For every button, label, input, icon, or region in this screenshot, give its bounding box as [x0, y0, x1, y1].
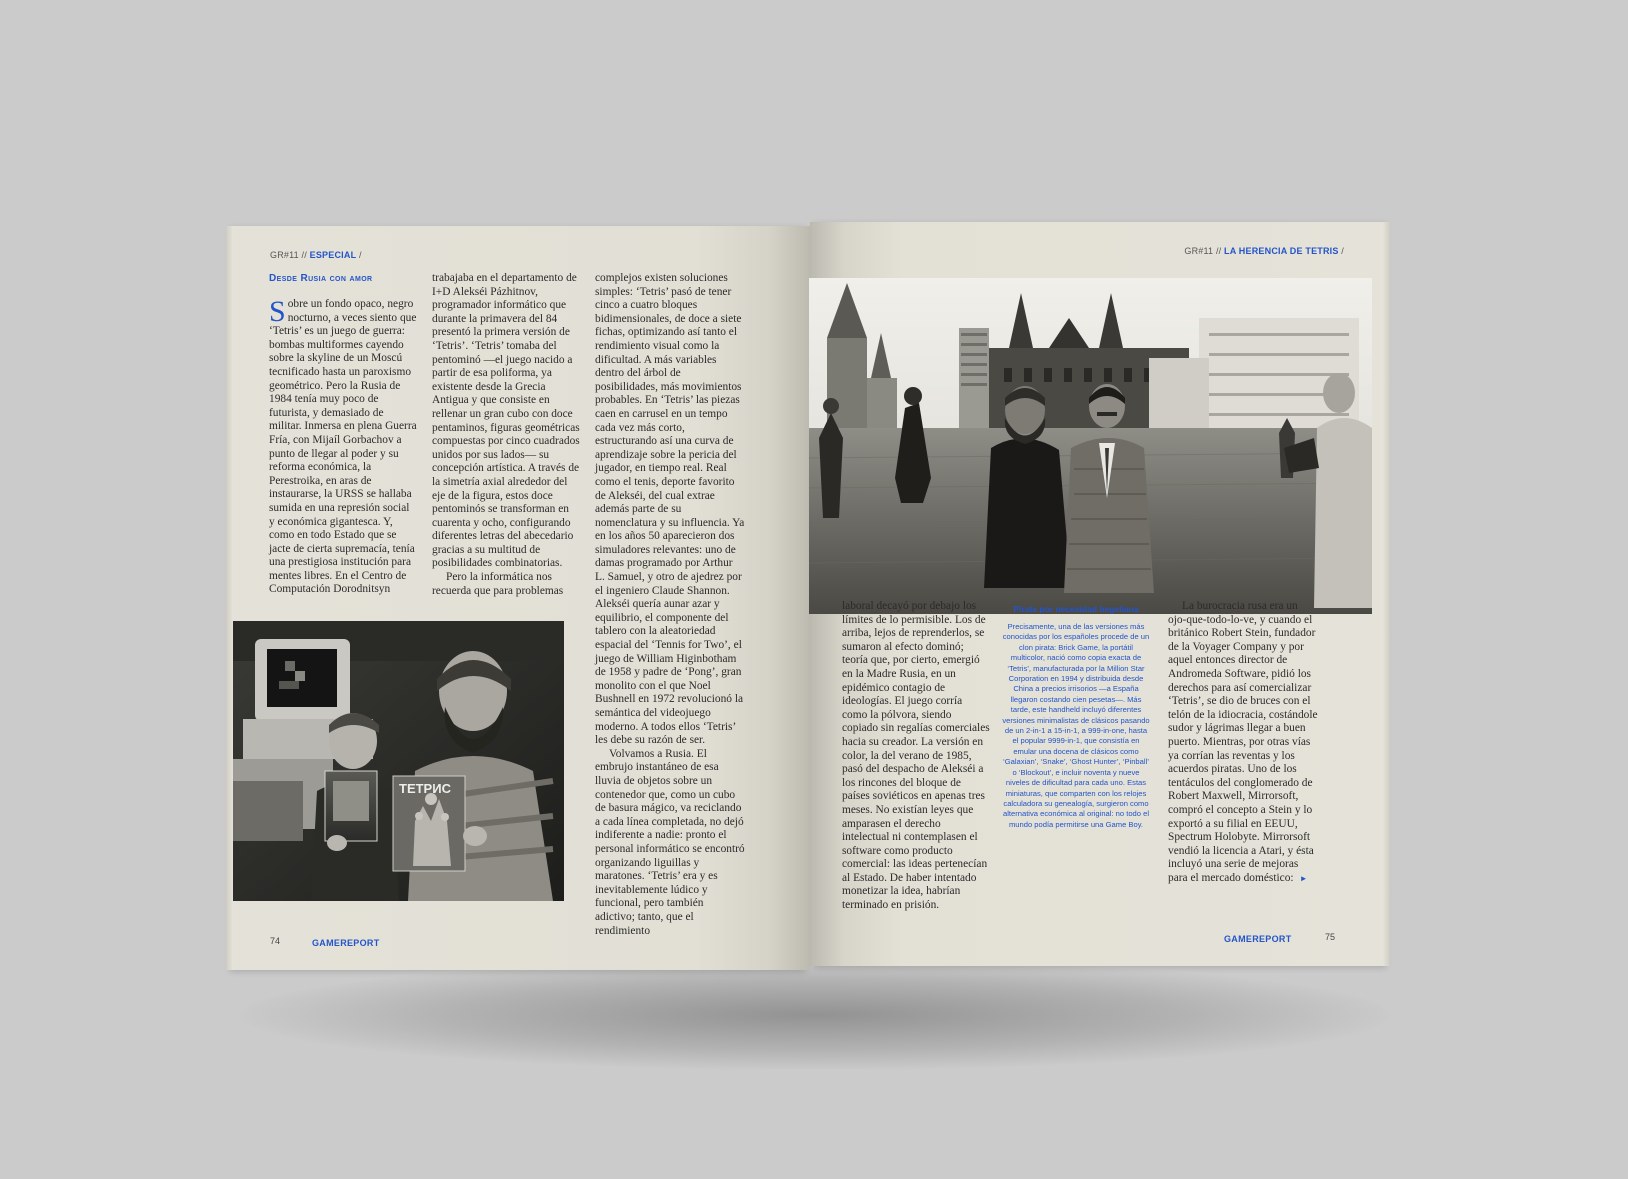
brand-logo-right: GAMEREPORT: [1224, 934, 1292, 944]
article-heading: Desde Rusia con amor: [269, 273, 373, 284]
book-shadow: [240, 960, 1390, 1070]
photo-image: [809, 278, 1372, 614]
right-page: [810, 222, 1382, 966]
right-column-1: [842, 600, 990, 913]
left-column-3: [595, 272, 745, 938]
photo-red-square-moscow: [809, 278, 1372, 614]
sidebar-title: Pirata por necesidad hegeliana: [1013, 604, 1139, 614]
header-suffix: /: [358, 250, 362, 260]
left-running-header: [270, 250, 362, 260]
col3-paragraph-2: Volvamos a Rusia. El embrujo instantáneo de esa lluvia de objetos sobre un contenedor que, como un cubo de basura mágico, va reciclando a cada línea completada, no dejó indiferente a nadie: pronto el personal informático se encontró organizando liguillas y maratones. ‘Tetris’ era y es inevitablemente lúdico y funcional, pero también adictivo; tanto, que el rendimiento: [595, 747, 745, 937]
photo-boy-and-father-with-computer: [233, 621, 564, 901]
left-page: [234, 226, 810, 970]
col3-paragraph-1: complejos existen soluciones simples: ‘Tetris’ pasó de tener cinco a cuatro bloques bidimensionales, de doce a siete fichas, optimizando así tanto el rendimiento visual como la dificultad. A más variables dentro del árbol de posibilidades, más movimientos probables. En ‘Tetris’ las piezas caen en carrusel en un tempo cada vez más corto, estructurando así una curva de aprendizaje sobre la pericia del jugador, en tiempo real. Real como el tenis, deporte favorito de Alekséi, del cual extrae además parte de su nomenclatura y su influencia. Ya en los años 50 aparecieron dos simuladores relevantes: uno de damas programado por Arthur L. Samuel, y otro de ajedrez por el ingeniero Claude Shannon. Alekséi quería aunar azar y equilibrio, el componente del tablero con la aleatoriedad espacial del ‘Tennis for Two’, el juego de William Higinbotham de 1958 y padre de ‘Pong’, gran monolito con el que Noel Bushnell en 1972 revolucionó la semántica del videojuego moderno. A todos ellos ‘Tetris’ les debe su razón de ser.: [595, 272, 745, 747]
header-section: ESPECIAL: [309, 250, 357, 260]
page-number-right: 75: [1325, 932, 1336, 942]
page-number-left: 74: [270, 936, 281, 946]
sidebar-body: Precisamente, una de las versiones más conocidas por los españoles procede de un clon pirata: Brick Game, la portátil multicolor, nació como copia exacta de ‘Tetris’, manufacturada por la Million Star Corporation en 1994 y distribuida desde China a precios irrisorios —a España llegaron costando cien pesetas—. Más tarde, este handheld incluyó diferentes versiones minimalistas de clásicos pasando de un 2-in-1 a 15-in-1, a 999-in-one, hasta el popular 9999-in-1, que consistía en emular una docena de clásicos como ‘Galaxian’, ‘Snake’, ‘Ghost Hunter’, ‘Pinball’ o ‘Blockout’, e incluir noventa y nueve niveles de dificultad para cada uno. Estas miniaturas, que comparten con los relojes calculadora su genealogía, surgieron como alternativa económica al original: no todo el mundo podía permitirse una Game Boy.: [1002, 622, 1150, 829]
col1-text: obre un fondo opaco, negro nocturno, a veces siento que ‘Tetris’ es un juego de guerra: bombas multiformes cayendo sobre la skyline de un Moscú tecnificado hasta un paroxismo geométrico. Pero la Rusia de 1984 tenía muy poco de futurista, y demasiado de militar. Inmersa en plena Guerra Fría, con Mijaíl Gorbachov a punto de llegar al poder y su reforma económica, la Perestroika, en aras de instaurarse, la URSS se hallaba sumida en una represión social y económica gigantesca. Y, como en todo Estado que se jacte de cierta supremacía, tenía una prestigiosa institución para mentes libres. En el Centro de Computación Dorodnitsyn: [269, 298, 417, 596]
right-page-edge: [1382, 222, 1390, 966]
right-column-3: [1168, 600, 1318, 885]
right-col1-text: laboral decayó por debajo los límites de lo permisible. Los de arriba, lejos de reprenderlos, se sumaron al efecto dominó; teoría que, por cierto, emergió en la Madre Rusia, en un epidémico contagio de ideologías. El juego corría como la pólvora, siendo copiado sin regalías comerciales hacia su creador. La versión en color, la del verano de 1985, pasó del despacho de Alekséi a los rincones del bloque de países soviéticos en apenas tres meses. No existían leyes que amparasen el derecho intelectual ni contemplasen el software como producto comercial: las ideas pertenecían al Estado. De haber intentado monetizar la idea, habrían terminado en prisión.: [842, 600, 990, 912]
drop-cap: S: [269, 295, 286, 328]
right-running-header: [1184, 246, 1344, 256]
brand-logo-left: GAMEREPORT: [312, 938, 380, 948]
continue-arrow-icon: ►: [1299, 873, 1308, 883]
photo-image: [233, 621, 564, 901]
header-prefix: GR#11 //: [270, 250, 307, 260]
col2-paragraph-1: trabajaba en el departamento de I+D Alekséi Pázhitnov, programador informático que durante la primavera del 84 presentó la primera versión de ‘Tetris’. ‘Tetris’ tomaba del pentominó —el juego nacido a partir de esa poliforma, ya existente desde la Grecia Antigua y que consiste en rellenar un gran cubo con doce pentaminos, figuras geométricas compuestas por cinco cuadrados unidos por sus lados— su concepción artística. A través de la simetría axial alrededor del eje de la figura, estos doce pentominós se transforman en cuarenta y ocho, configurando diferentes letras del abecedario gracias a su multitud de posibilidades combinatorias.: [432, 272, 580, 570]
header-suffix: /: [1341, 246, 1344, 256]
header-section: LA HERENCIA DE TETRIS: [1224, 246, 1339, 256]
book-title-text: ТЕТРИС: [399, 781, 451, 796]
left-column-1: [269, 295, 417, 597]
col2-paragraph-2: Pero la informática nos recuerda que para problemas: [432, 571, 564, 597]
right-col3-text: La burocracia rusa era un ojo-que-todo-lo-ve, y cuando el británico Robert Stein, fundador de la Voyager Company y por aquel entonces director de Andromeda Software, pidió los derechos para así comercializar ‘Tetris’, se dio de bruces con el telón de la idiocracia, costándole sudor y lágrimas llegar a buen puerto. Mientras, por otras vías ya corrían las reventas y los acuerdos piratas. Uno de los tentáculos del conglomerado de Robert Maxwell, Mirrorsoft, compró el concepto a Stein y lo exportó a su filial en EEUU, Spectrum Holobyte. Mirrorsoft vendió la licencia a Atari, y ésta incluyó una serie de mejoras para el mercado doméstico:: [1168, 600, 1318, 884]
sidebar-box: [1002, 604, 1150, 830]
left-column-2: [432, 272, 580, 598]
header-prefix: GR#11 //: [1184, 246, 1222, 256]
